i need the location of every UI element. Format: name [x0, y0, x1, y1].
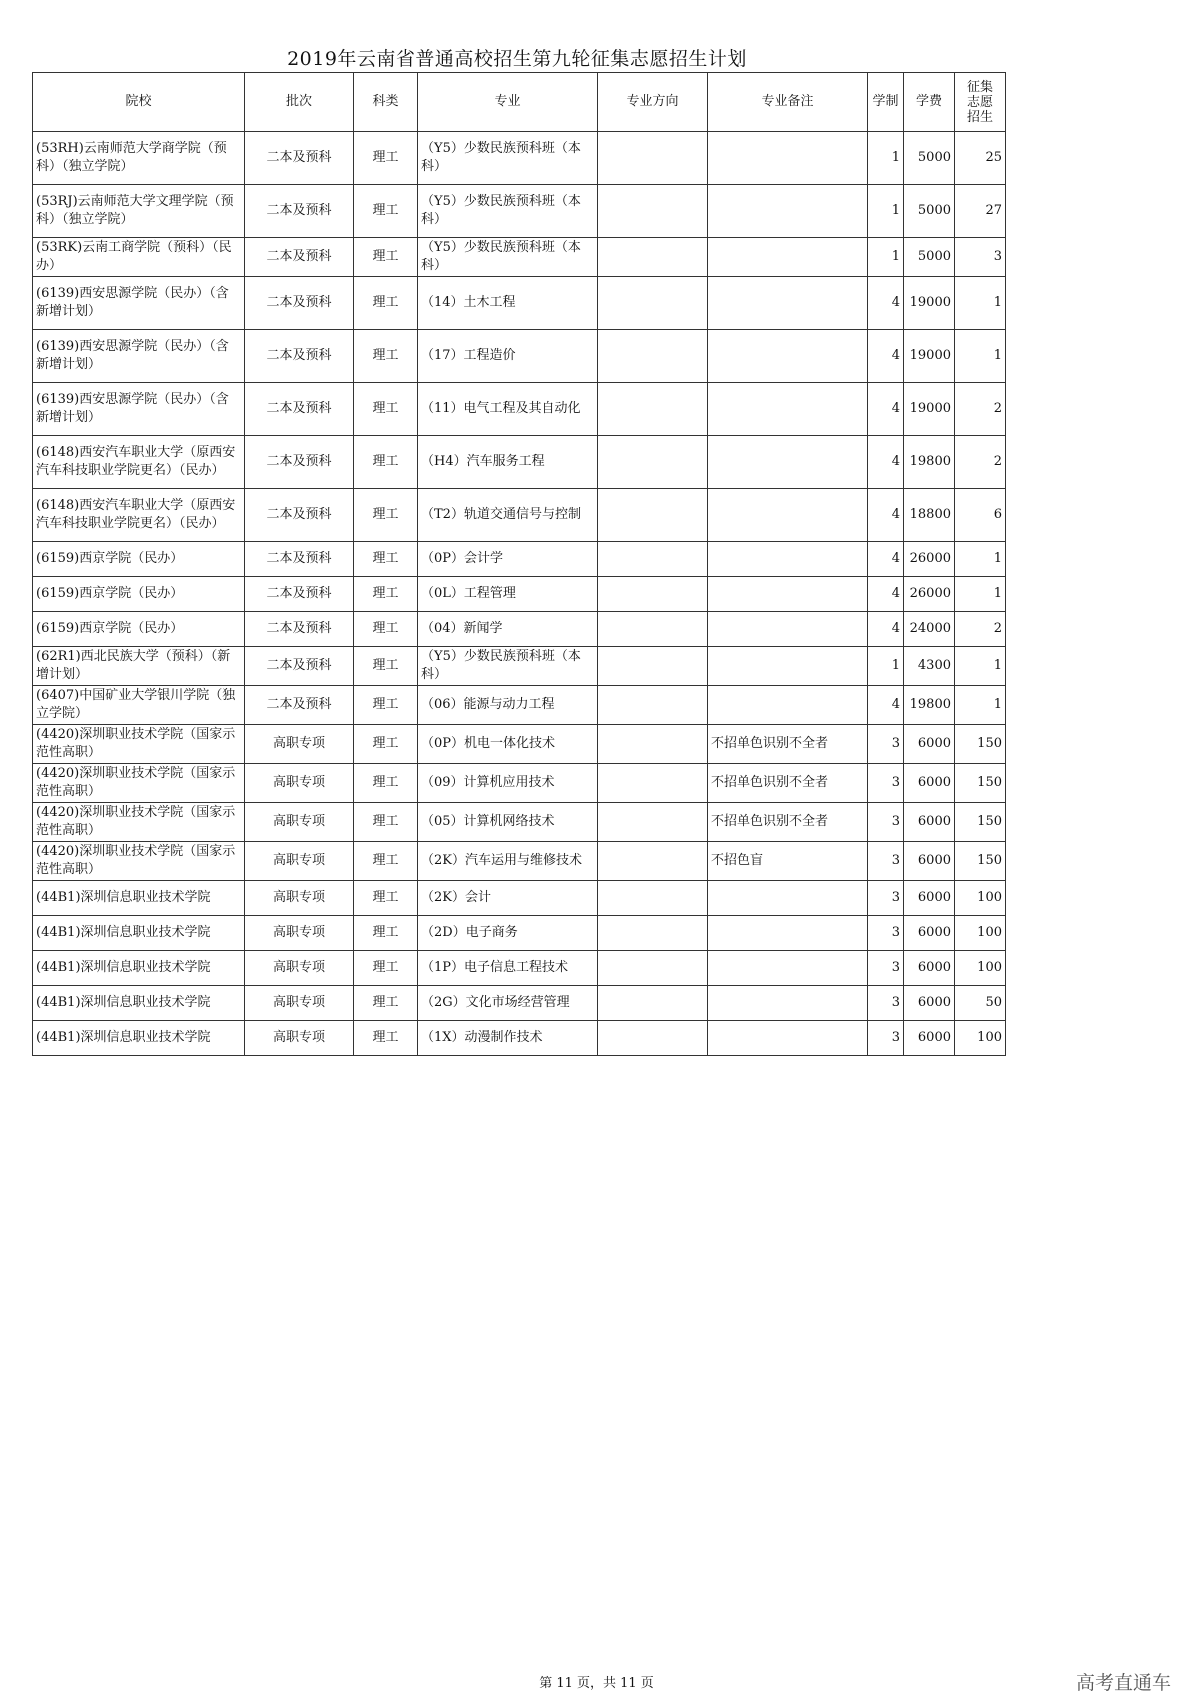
cell-quota: 150 [955, 803, 1006, 842]
cell-school: (6139)西安思源学院（民办）（含新增计划） [33, 330, 245, 383]
cell-fee: 6000 [904, 916, 955, 951]
cell-major: （2D）电子商务 [418, 916, 598, 951]
header-major: 专业 [418, 73, 598, 132]
table-row [33, 764, 1006, 803]
cell-remark [708, 686, 868, 725]
cell-direction [598, 647, 708, 686]
cell-years: 4 [868, 612, 904, 647]
cell-years: 3 [868, 1021, 904, 1056]
cell-quota: 100 [955, 951, 1006, 986]
cell-fee: 19000 [904, 383, 955, 436]
cell-fee: 6000 [904, 951, 955, 986]
cell-remark [708, 542, 868, 577]
cell-direction [598, 436, 708, 489]
cell-fee: 6000 [904, 803, 955, 842]
cell-batch: 高职专项 [245, 881, 354, 916]
cell-quota: 2 [955, 383, 1006, 436]
cell-school: (4420)深圳职业技术学院（国家示范性高职） [33, 803, 245, 842]
cell-batch: 高职专项 [245, 725, 354, 764]
cell-category: 理工 [354, 238, 418, 277]
header-school: 院校 [33, 73, 245, 132]
cell-fee: 6000 [904, 881, 955, 916]
cell-direction [598, 764, 708, 803]
cell-remark [708, 916, 868, 951]
header-quota-line1: 征集 [966, 79, 993, 95]
cell-batch: 二本及预科 [245, 577, 354, 612]
cell-years: 4 [868, 577, 904, 612]
table-body [33, 132, 1006, 1056]
cell-category: 理工 [354, 277, 418, 330]
cell-quota: 2 [955, 612, 1006, 647]
cell-quota: 150 [955, 842, 1006, 881]
cell-years: 3 [868, 725, 904, 764]
cell-direction [598, 277, 708, 330]
cell-major: （06）能源与动力工程 [418, 686, 598, 725]
cell-quota: 1 [955, 647, 1006, 686]
cell-batch: 高职专项 [245, 986, 354, 1021]
cell-remark [708, 489, 868, 542]
cell-batch: 高职专项 [245, 803, 354, 842]
cell-school: (53RK)云南工商学院（预科）（民办） [33, 238, 245, 277]
cell-school: (6159)西京学院（民办） [33, 542, 245, 577]
cell-direction [598, 686, 708, 725]
header-direction: 专业方向 [598, 73, 708, 132]
cell-direction [598, 383, 708, 436]
cell-fee: 19000 [904, 330, 955, 383]
table-row [33, 986, 1006, 1021]
cell-school: (4420)深圳职业技术学院（国家示范性高职） [33, 725, 245, 764]
cell-batch: 二本及预科 [245, 185, 354, 238]
cell-category: 理工 [354, 986, 418, 1021]
cell-batch: 二本及预科 [245, 436, 354, 489]
cell-school: (6148)西安汽车职业大学（原西安汽车科技职业学院更名）（民办） [33, 436, 245, 489]
table-row [33, 436, 1006, 489]
cell-school: (6159)西京学院（民办） [33, 612, 245, 647]
cell-major: （14）土木工程 [418, 277, 598, 330]
cell-quota: 2 [955, 436, 1006, 489]
cell-direction [598, 951, 708, 986]
header-quota [955, 73, 1006, 132]
cell-category: 理工 [354, 647, 418, 686]
cell-major: （2K）会计 [418, 881, 598, 916]
cell-category: 理工 [354, 577, 418, 612]
enrollment-plan-table [32, 72, 1006, 1056]
cell-years: 1 [868, 185, 904, 238]
cell-years: 4 [868, 436, 904, 489]
table-row [33, 277, 1006, 330]
cell-quota: 50 [955, 986, 1006, 1021]
cell-major: （Y5）少数民族预科班（本科） [418, 185, 598, 238]
cell-category: 理工 [354, 916, 418, 951]
cell-direction [598, 489, 708, 542]
cell-direction [598, 542, 708, 577]
cell-category: 理工 [354, 842, 418, 881]
table-row [33, 881, 1006, 916]
cell-school: (53RH)云南师范大学商学院（预科）（独立学院） [33, 132, 245, 185]
cell-direction [598, 881, 708, 916]
cell-batch: 二本及预科 [245, 383, 354, 436]
cell-fee: 6000 [904, 764, 955, 803]
table-row [33, 542, 1006, 577]
header-remark: 专业备注 [708, 73, 868, 132]
cell-major: （H4）汽车服务工程 [418, 436, 598, 489]
cell-batch: 二本及预科 [245, 489, 354, 542]
cell-fee: 6000 [904, 1021, 955, 1056]
table-header-row [33, 73, 1006, 132]
cell-remark [708, 238, 868, 277]
cell-direction [598, 330, 708, 383]
cell-batch: 高职专项 [245, 764, 354, 803]
cell-category: 理工 [354, 612, 418, 647]
cell-category: 理工 [354, 725, 418, 764]
cell-batch: 二本及预科 [245, 277, 354, 330]
cell-direction [598, 1021, 708, 1056]
cell-remark [708, 612, 868, 647]
cell-batch: 高职专项 [245, 916, 354, 951]
cell-direction [598, 612, 708, 647]
cell-remark: 不招单色识别不全者 [708, 725, 868, 764]
cell-batch: 二本及预科 [245, 612, 354, 647]
cell-fee: 4300 [904, 647, 955, 686]
cell-major: （09）计算机应用技术 [418, 764, 598, 803]
cell-major: （Y5）少数民族预科班（本科） [418, 647, 598, 686]
table-row [33, 647, 1006, 686]
table-row [33, 686, 1006, 725]
cell-major: （0L）工程管理 [418, 577, 598, 612]
cell-category: 理工 [354, 803, 418, 842]
cell-years: 3 [868, 951, 904, 986]
cell-batch: 高职专项 [245, 842, 354, 881]
cell-school: (6407)中国矿业大学银川学院（独立学院） [33, 686, 245, 725]
cell-remark [708, 881, 868, 916]
cell-years: 1 [868, 647, 904, 686]
cell-school: (6139)西安思源学院（民办）（含新增计划） [33, 277, 245, 330]
cell-remark [708, 436, 868, 489]
cell-school: (53RJ)云南师范大学文理学院（预科）（独立学院） [33, 185, 245, 238]
document-title: 2019年云南省普通高校招生第九轮征集志愿招生计划 [287, 48, 747, 70]
cell-quota: 27 [955, 185, 1006, 238]
cell-batch: 高职专项 [245, 1021, 354, 1056]
header-years: 学制 [868, 73, 904, 132]
cell-quota: 100 [955, 1021, 1006, 1056]
cell-quota: 1 [955, 330, 1006, 383]
header-batch: 批次 [245, 73, 354, 132]
cell-school: (6148)西安汽车职业大学（原西安汽车科技职业学院更名）（民办） [33, 489, 245, 542]
header-category: 科类 [354, 73, 418, 132]
cell-batch: 二本及预科 [245, 542, 354, 577]
cell-school: (62R1)西北民族大学（预科）（新增计划） [33, 647, 245, 686]
cell-major: （17）工程造价 [418, 330, 598, 383]
table-row [33, 916, 1006, 951]
cell-school: (6139)西安思源学院（民办）（含新增计划） [33, 383, 245, 436]
cell-years: 1 [868, 238, 904, 277]
cell-remark [708, 1021, 868, 1056]
cell-remark [708, 185, 868, 238]
header-quota-line2: 志愿 [966, 94, 993, 110]
table-row [33, 612, 1006, 647]
table-row [33, 951, 1006, 986]
table-row [33, 1021, 1006, 1056]
cell-category: 理工 [354, 542, 418, 577]
cell-major: （11）电气工程及其自动化 [418, 383, 598, 436]
cell-school: (4420)深圳职业技术学院（国家示范性高职） [33, 764, 245, 803]
cell-years: 4 [868, 489, 904, 542]
cell-remark [708, 383, 868, 436]
cell-years: 3 [868, 881, 904, 916]
cell-direction [598, 842, 708, 881]
cell-major: （0P）会计学 [418, 542, 598, 577]
cell-batch: 二本及预科 [245, 330, 354, 383]
table-row [33, 577, 1006, 612]
cell-direction [598, 725, 708, 764]
cell-years: 3 [868, 764, 904, 803]
cell-years: 4 [868, 686, 904, 725]
cell-years: 4 [868, 383, 904, 436]
cell-years: 1 [868, 132, 904, 185]
cell-years: 3 [868, 916, 904, 951]
cell-quota: 100 [955, 881, 1006, 916]
cell-remark [708, 647, 868, 686]
cell-major: （2G）文化市场经营管理 [418, 986, 598, 1021]
cell-remark: 不招单色识别不全者 [708, 803, 868, 842]
cell-years: 4 [868, 330, 904, 383]
cell-category: 理工 [354, 881, 418, 916]
table-row [33, 383, 1006, 436]
table-row [33, 330, 1006, 383]
cell-school: (6159)西京学院（民办） [33, 577, 245, 612]
cell-years: 4 [868, 277, 904, 330]
cell-quota: 3 [955, 238, 1006, 277]
table-row [33, 238, 1006, 277]
cell-fee: 6000 [904, 986, 955, 1021]
cell-remark [708, 132, 868, 185]
cell-quota: 1 [955, 686, 1006, 725]
cell-remark [708, 986, 868, 1021]
cell-batch: 二本及预科 [245, 132, 354, 185]
cell-fee: 24000 [904, 612, 955, 647]
cell-school: (44B1)深圳信息职业技术学院 [33, 916, 245, 951]
cell-major: （05）计算机网络技术 [418, 803, 598, 842]
table-row [33, 185, 1006, 238]
cell-category: 理工 [354, 686, 418, 725]
cell-quota: 100 [955, 916, 1006, 951]
cell-category: 理工 [354, 1021, 418, 1056]
table-row [33, 842, 1006, 881]
cell-major: （1P）电子信息工程技术 [418, 951, 598, 986]
cell-direction [598, 916, 708, 951]
cell-fee: 6000 [904, 842, 955, 881]
cell-remark [708, 951, 868, 986]
cell-category: 理工 [354, 185, 418, 238]
cell-years: 3 [868, 842, 904, 881]
cell-school: (4420)深圳职业技术学院（国家示范性高职） [33, 842, 245, 881]
cell-school: (44B1)深圳信息职业技术学院 [33, 951, 245, 986]
cell-remark [708, 577, 868, 612]
cell-major: （04）新闻学 [418, 612, 598, 647]
table-row [33, 725, 1006, 764]
cell-fee: 18800 [904, 489, 955, 542]
cell-direction [598, 577, 708, 612]
cell-fee: 5000 [904, 132, 955, 185]
cell-batch: 高职专项 [245, 951, 354, 986]
cell-major: （2K）汽车运用与维修技术 [418, 842, 598, 881]
cell-quota: 150 [955, 725, 1006, 764]
cell-quota: 6 [955, 489, 1006, 542]
table-row [33, 803, 1006, 842]
cell-quota: 25 [955, 132, 1006, 185]
cell-major: （T2）轨道交通信号与控制 [418, 489, 598, 542]
cell-fee: 26000 [904, 542, 955, 577]
cell-major: （0P）机电一体化技术 [418, 725, 598, 764]
watermark: 高考直通车 [1075, 1672, 1171, 1694]
cell-direction [598, 803, 708, 842]
cell-major: （Y5）少数民族预科班（本科） [418, 238, 598, 277]
cell-remark [708, 277, 868, 330]
cell-school: (44B1)深圳信息职业技术学院 [33, 1021, 245, 1056]
cell-major: （Y5）少数民族预科班（本科） [418, 132, 598, 185]
header-quota-line3: 招生 [966, 109, 993, 125]
table-row [33, 132, 1006, 185]
cell-fee: 5000 [904, 238, 955, 277]
cell-category: 理工 [354, 951, 418, 986]
cell-fee: 19000 [904, 277, 955, 330]
cell-direction [598, 986, 708, 1021]
cell-fee: 19800 [904, 686, 955, 725]
cell-fee: 5000 [904, 185, 955, 238]
cell-batch: 二本及预科 [245, 686, 354, 725]
cell-category: 理工 [354, 489, 418, 542]
cell-direction [598, 238, 708, 277]
cell-fee: 19800 [904, 436, 955, 489]
cell-direction [598, 185, 708, 238]
cell-years: 4 [868, 542, 904, 577]
cell-school: (44B1)深圳信息职业技术学院 [33, 986, 245, 1021]
cell-quota: 1 [955, 277, 1006, 330]
cell-years: 3 [868, 986, 904, 1021]
cell-quota: 1 [955, 577, 1006, 612]
cell-fee: 6000 [904, 725, 955, 764]
cell-category: 理工 [354, 383, 418, 436]
cell-fee: 26000 [904, 577, 955, 612]
cell-years: 3 [868, 803, 904, 842]
header-fee: 学费 [904, 73, 955, 132]
cell-category: 理工 [354, 436, 418, 489]
cell-remark: 不招色盲 [708, 842, 868, 881]
cell-category: 理工 [354, 330, 418, 383]
cell-remark: 不招单色识别不全者 [708, 764, 868, 803]
cell-major: （1X）动漫制作技术 [418, 1021, 598, 1056]
cell-batch: 二本及预科 [245, 238, 354, 277]
cell-batch: 二本及预科 [245, 647, 354, 686]
cell-quota: 150 [955, 764, 1006, 803]
page-number: 第 11 页，共 11 页 [539, 1676, 654, 1691]
cell-direction [598, 132, 708, 185]
cell-remark [708, 330, 868, 383]
cell-school: (44B1)深圳信息职业技术学院 [33, 881, 245, 916]
table-row [33, 489, 1006, 542]
cell-quota: 1 [955, 542, 1006, 577]
cell-category: 理工 [354, 132, 418, 185]
cell-category: 理工 [354, 764, 418, 803]
